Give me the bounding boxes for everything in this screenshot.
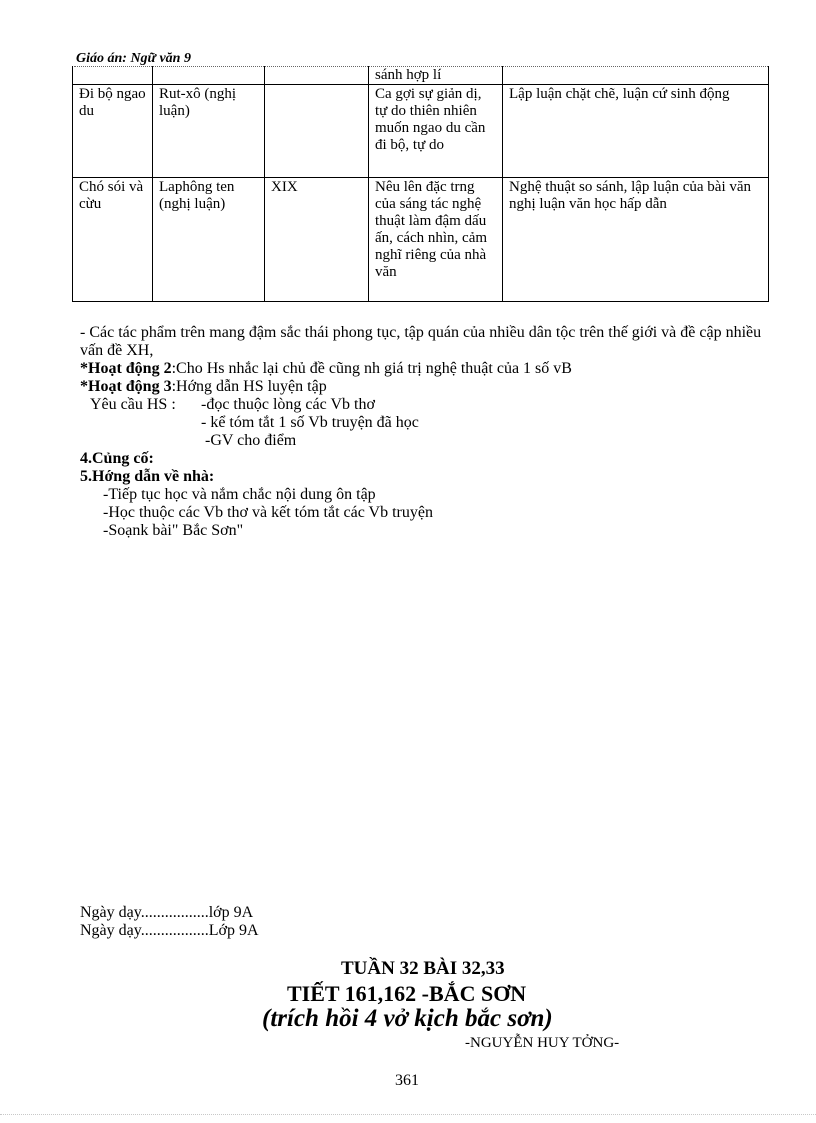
- activity-2-label: *Hoạt động 2: [80, 360, 172, 377]
- author-name: -NGUYỄN HUY TỞNG-: [465, 1035, 620, 1051]
- requirement-item: - kể tóm tắt 1 số Vb truyện đã học: [201, 414, 419, 431]
- homework-item: -Học thuộc các Vb thơ và kết tóm tắt các Vb truyện: [103, 504, 433, 521]
- table-cell: [265, 85, 369, 178]
- table-cell: Rut-xô (nghị luận): [153, 85, 265, 178]
- requirement-label: Yêu cầu HS :: [90, 396, 176, 413]
- requirement-item: -đọc thuộc lòng các Vb thơ: [201, 396, 375, 413]
- table-cell: Chó sói và cừu: [73, 178, 153, 302]
- table-cell: [503, 66, 769, 85]
- activity-3-line: [80, 378, 780, 396]
- activity-2-text: :Cho Hs nhắc lại chủ đề cũng nh giá trị nghệ thuật của 1 số vB: [171, 360, 572, 377]
- teaching-date-line: Ngày dạy.................lớp 9A: [80, 904, 254, 921]
- table-cell: Đi bộ ngao du: [73, 85, 153, 178]
- activity-2-line: [80, 360, 780, 378]
- table-cell: [265, 66, 369, 85]
- homework-item: -Soạnk bài" Bắc Sơn": [103, 522, 244, 539]
- table-cell: Laphông ten (nghị luận): [153, 178, 265, 302]
- page-bottom-rule: [0, 1114, 816, 1123]
- excerpt-subtitle: (trích hồi 4 vở kịch bắc sơn): [262, 1005, 553, 1032]
- table-cell: Nghệ thuật so sánh, lập luận của bài văn nghị luận văn học hấp dẫn: [503, 178, 769, 302]
- table-cell: [153, 66, 265, 85]
- teaching-date-line: Ngày dạy.................Lớp 9A: [80, 922, 259, 939]
- table-cell: sánh hợp lí: [369, 66, 503, 85]
- review-table: [72, 66, 769, 302]
- section-4-heading: 4.Củng cố:: [80, 450, 154, 467]
- period-title: TIẾT 161,162 -BẮC SƠN: [287, 981, 527, 1006]
- requirement-item: -GV cho điểm: [205, 432, 297, 449]
- activity-3-label: *Hoạt động 3: [80, 378, 172, 395]
- table-cell: Lập luận chặt chẽ, luận cứ sinh động: [503, 85, 769, 178]
- section-5-heading: 5.Hớng dẫn về nhà:: [80, 468, 215, 485]
- activity-3-text: :Hớng dẫn HS luyện tập: [171, 378, 327, 395]
- header-label: Giáo án: Ngữ văn 9: [76, 51, 191, 66]
- table-cell: Ca gợi sự giản dị, tự do thiên nhiên muốn ngao du cần đi bộ, tự do: [369, 85, 503, 178]
- table-row: [73, 66, 769, 85]
- week-lesson-title: TUẦN 32 BÀI 32,33: [341, 958, 505, 979]
- table-cell: Nêu lên đặc trng của sáng tác nghệ thuật làm đậm dấu ấn, cách nhìn, cảm nghĩ riêng của nhà văn: [369, 178, 503, 302]
- page-number: 361: [395, 1072, 419, 1089]
- summary-paragraph: - Các tác phẩm trên mang đậm sắc thái phong tục, tập quán của nhiều dân tộc trên thế giới và đề cập nhiều vấn đề XH,: [80, 324, 762, 359]
- table-row: [73, 178, 769, 302]
- table-cell: [73, 66, 153, 85]
- homework-item: -Tiếp tục học và nắm chắc nội dung ôn tập: [103, 486, 376, 503]
- table-cell: XIX: [265, 178, 369, 302]
- table-row: [73, 85, 769, 178]
